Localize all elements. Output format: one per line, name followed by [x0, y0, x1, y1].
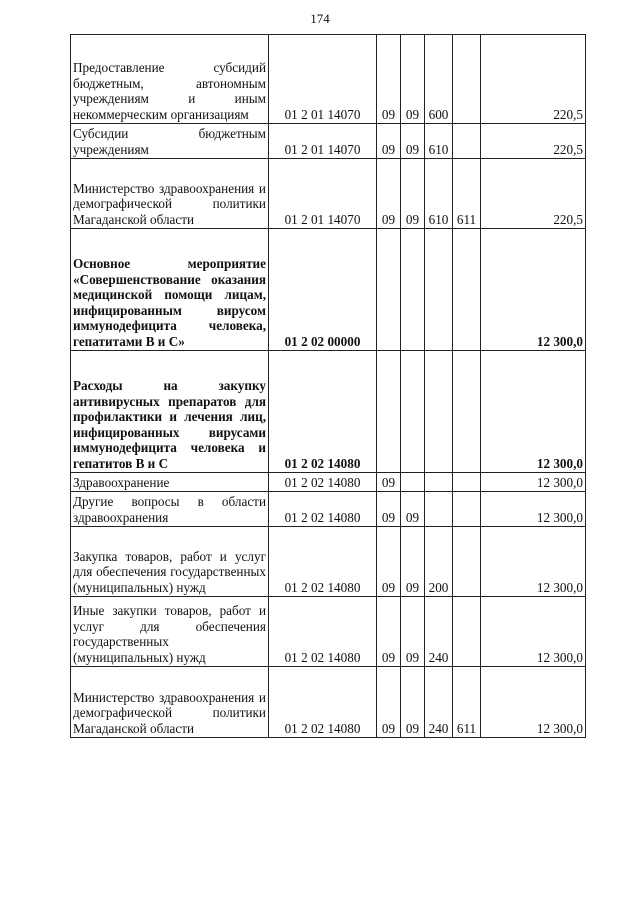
administrator-code [453, 492, 481, 527]
administrator-code: 611 [453, 159, 481, 229]
target-code: 01 2 01 14070 [269, 35, 377, 124]
expense-type-code: 610 [425, 124, 453, 159]
amount: 12 300,0 [481, 229, 586, 351]
target-code: 01 2 02 14080 [269, 667, 377, 738]
table-row [71, 492, 586, 527]
table-row [71, 667, 586, 738]
row-name: Министерство здравоохранения и демографической политики Магаданской области [71, 667, 269, 738]
table-row [71, 351, 586, 473]
target-code: 01 2 02 14080 [269, 492, 377, 527]
subsection-code: 09 [401, 124, 425, 159]
row-name: Здравоохранение [71, 473, 269, 492]
administrator-code [453, 473, 481, 492]
amount: 12 300,0 [481, 351, 586, 473]
expense-type-code: 240 [425, 597, 453, 667]
administrator-code [453, 229, 481, 351]
table-row [71, 124, 586, 159]
row-name: Министерство здравоохранения и демографической политики Магаданской области [71, 159, 269, 229]
expense-type-code [425, 351, 453, 473]
section-code: 09 [377, 473, 401, 492]
expense-type-code [425, 473, 453, 492]
expense-type-code [425, 229, 453, 351]
subsection-code: 09 [401, 597, 425, 667]
row-name: Расходы на закупку антивирусных препаратов для профилактики и лечения лиц, инфицированных вирусами иммунодефицита человека и гепатитов В и С [71, 351, 269, 473]
table-row [71, 527, 586, 597]
target-code: 01 2 01 14070 [269, 159, 377, 229]
subsection-code: 09 [401, 35, 425, 124]
table-row [71, 597, 586, 667]
page-number: 174 [310, 11, 330, 26]
target-code: 01 2 02 14080 [269, 473, 377, 492]
section-code: 09 [377, 35, 401, 124]
amount: 12 300,0 [481, 667, 586, 738]
target-code: 01 2 02 14080 [269, 351, 377, 473]
budget-table [70, 34, 586, 738]
row-name: Закупка товаров, работ и услуг для обеспечения государственных (муниципальных) нужд [71, 527, 269, 597]
administrator-code [453, 35, 481, 124]
row-name: Другие вопросы в области здравоохранения [71, 492, 269, 527]
subsection-code: 09 [401, 667, 425, 738]
section-code: 09 [377, 124, 401, 159]
administrator-code [453, 527, 481, 597]
expense-type-code: 200 [425, 527, 453, 597]
expense-type-code: 600 [425, 35, 453, 124]
amount: 220,5 [481, 124, 586, 159]
section-code: 09 [377, 159, 401, 229]
section-code: 09 [377, 527, 401, 597]
section-code: 09 [377, 667, 401, 738]
amount: 220,5 [481, 159, 586, 229]
subsection-code [401, 351, 425, 473]
target-code: 01 2 02 00000 [269, 229, 377, 351]
expense-type-code: 240 [425, 667, 453, 738]
section-code: 09 [377, 492, 401, 527]
administrator-code [453, 597, 481, 667]
target-code: 01 2 02 14080 [269, 597, 377, 667]
row-name: Предоставление субсидий бюджетным, автономным учреждениям и иным некоммерческим организациям [71, 35, 269, 124]
subsection-code: 09 [401, 159, 425, 229]
subsection-code [401, 229, 425, 351]
section-code [377, 351, 401, 473]
amount: 12 300,0 [481, 473, 586, 492]
subsection-code: 09 [401, 527, 425, 597]
section-code [377, 229, 401, 351]
target-code: 01 2 02 14080 [269, 527, 377, 597]
administrator-code [453, 124, 481, 159]
table-row [71, 35, 586, 124]
target-code: 01 2 01 14070 [269, 124, 377, 159]
table-row [71, 159, 586, 229]
row-name: Субсидии бюджетным учреждениям [71, 124, 269, 159]
amount: 12 300,0 [481, 597, 586, 667]
administrator-code: 611 [453, 667, 481, 738]
row-name: Иные закупки товаров, работ и услуг для обеспечения государственных (муниципальных) нужд [71, 597, 269, 667]
table-row [71, 229, 586, 351]
expense-type-code [425, 492, 453, 527]
amount: 12 300,0 [481, 492, 586, 527]
administrator-code [453, 351, 481, 473]
subsection-code: 09 [401, 492, 425, 527]
table-row [71, 473, 586, 492]
subsection-code [401, 473, 425, 492]
row-name: Основное мероприятие «Совершенствование оказания медицинской помощи лицам, инфицированным вирусом иммунодефицита человека, гепатитами В и С» [71, 229, 269, 351]
amount: 12 300,0 [481, 527, 586, 597]
section-code: 09 [377, 597, 401, 667]
expense-type-code: 610 [425, 159, 453, 229]
amount: 220,5 [481, 35, 586, 124]
